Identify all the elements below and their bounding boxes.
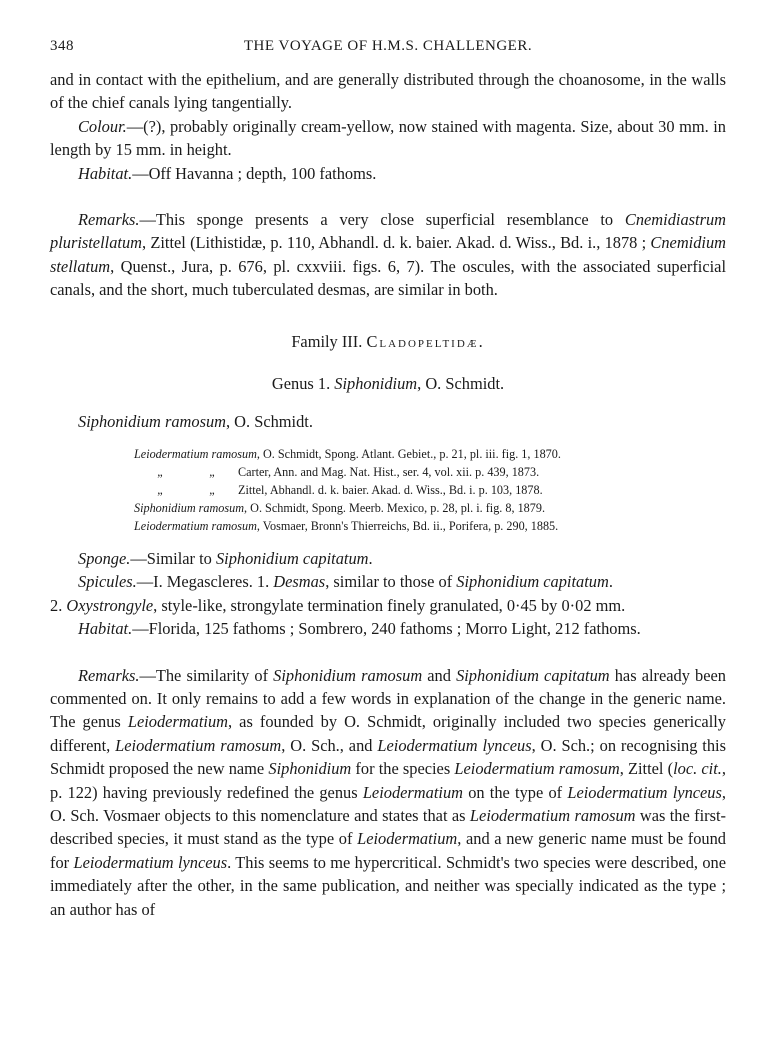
habitat-text: —Off Havanna ; depth, 100 fathoms. (132, 163, 377, 183)
paragraph-continuation: and in contact with the epithelium, and are generally distributed through the choanosome, in the walls of the chief canals lying tangentially. (50, 70, 726, 113)
species-author: , O. Schmidt. (225, 412, 313, 432)
family-heading (50, 330, 726, 353)
spicules-text: . (608, 572, 613, 592)
synonymy-entry (134, 517, 726, 535)
colour-text: —(?), probably originally cream-yellow, now stained with magenta. Size, about 30 mm. in length by 15 mm. in height. (50, 116, 726, 160)
synonym-name: Leiodermatium ramosum (134, 446, 257, 461)
remarks-text: —This sponge presents a very close superficial resemblance to (139, 210, 625, 230)
genus-author: , O. Schmidt. (417, 374, 505, 394)
taxon-name: Leiodermatium lynceus (567, 782, 722, 802)
species-heading (50, 410, 726, 433)
taxon-name: Leiodermatium ramosum (115, 735, 282, 755)
synonym-name: Leiodermatium ramosum (134, 518, 257, 533)
sponge-label: Sponge. (78, 548, 131, 568)
taxon-name: Siphonidium capitatum (456, 572, 609, 592)
synonym-citation: , O. Schmidt, Spong. Atlant. Gebiet., p. 21, pl. iii. fig. 1, 1870. (256, 446, 561, 461)
family-name: Cladopeltidæ. (366, 331, 485, 351)
synonym-citation: , O. Schmidt, Spong. Meerb. Mexico, p. 28, pl. i. fig. 8, 1879. (244, 500, 545, 515)
taxon-name: Leiodermatium lynceus (73, 852, 228, 872)
taxon-name: Leiodermatium (127, 712, 229, 732)
synonymy-entry (134, 463, 726, 481)
spicules-text: , similar to those of (325, 572, 457, 592)
remarks-label: Remarks. (78, 210, 140, 230)
genus-prefix: Genus 1. (271, 374, 335, 394)
spicule-type: Oxystrongyle (66, 595, 154, 615)
citation-abbrev: loc. cit. (673, 759, 722, 779)
ditto-mark: „ (157, 464, 163, 479)
colour-paragraph (50, 115, 726, 162)
document-page (50, 38, 726, 921)
synonymy-list (134, 445, 726, 535)
taxon-name: Siphonidium (268, 759, 352, 779)
remarks-text: , O. Sch. Vosmaer objects to this nomenclature and states that as (50, 782, 726, 825)
taxon-name: Cnemidiastrum pluristellatum (50, 210, 726, 253)
taxon-name: Siphonidium ramosum (273, 665, 423, 685)
sponge-text: —Similar to (130, 548, 216, 568)
synonymy-entry (134, 445, 726, 463)
remarks-text: . This seems to me hypercritical. Schmidt's two species were described, one immediately after the other, in the same publication, and neither was specially indicated as the type ; an author has of (50, 852, 727, 919)
synonym-citation: , Vosmaer, Bronn's Thierreichs, Bd. ii., Porifera, p. 290, 1885. (256, 518, 559, 533)
taxon-name: Siphonidium capitatum (215, 548, 369, 568)
taxon-name: Leiodermatium (357, 829, 458, 849)
synonym-name: Siphonidium ramosum (134, 500, 245, 515)
remarks-paragraph (50, 208, 726, 302)
spicules-text: 2. (50, 595, 67, 615)
ditto-mark: „ (209, 464, 215, 479)
spicules-paragraph (50, 570, 726, 617)
synonymy-entry (134, 481, 726, 499)
remarks-text: has already been commented on. It only remains to add a few words in explanation of the change in the generic name. The genus (50, 665, 726, 732)
remarks-text: , and a new generic name must be found for (50, 829, 727, 872)
taxon-name: Leiodermatium ramosum (454, 759, 620, 779)
family-prefix: Family III. (291, 331, 367, 351)
remarks-text: , O. Sch., and (281, 735, 378, 755)
remarks-paragraph (50, 664, 726, 921)
habitat-paragraph (50, 162, 726, 185)
species-name: Siphonidium ramosum (78, 412, 226, 432)
ditto-mark: „ (157, 482, 163, 497)
taxon-name: Cnemidium stellatum (50, 233, 726, 276)
spicules-label: Spicules. (78, 572, 137, 592)
remarks-text: on the type of (462, 782, 568, 802)
taxon-name: Leiodermatium lynceus (377, 735, 532, 755)
habitat-label: Habitat. (78, 619, 133, 639)
colour-label: Colour. (78, 116, 127, 136)
spicules-text: , style-like, strongylate termination finely granulated, 0·45 by 0·02 mm. (153, 595, 626, 615)
genus-name: Siphonidium (334, 374, 418, 394)
spicule-type: Desmas (273, 572, 326, 592)
remarks-text: , p. 122) having previously redefined the genus (50, 759, 726, 802)
sponge-text: . (368, 548, 373, 568)
remarks-text: , O. Sch.; on recognising this Schmidt proposed the new name (50, 735, 726, 779)
remarks-text: was the first-described species, it must stand as the type of (50, 805, 726, 849)
page-number: 348 (50, 38, 74, 54)
taxon-name: Leiodermatium (362, 782, 463, 802)
habitat-paragraph (50, 617, 726, 640)
synonym-citation: Carter, Ann. and Mag. Nat. Hist., ser. 4, vol. xii. p. 439, 1873. (238, 464, 540, 479)
spicules-text: —I. Megascleres. 1. (136, 572, 274, 592)
remarks-text: , as founded by O. Schmidt, originally included two species generically different, (50, 712, 727, 755)
remarks-text: for the species (351, 759, 455, 779)
taxon-name: Siphonidium capitatum (456, 665, 610, 685)
habitat-label: Habitat. (78, 163, 133, 183)
synonymy-entry (134, 499, 726, 517)
remarks-text: and (422, 665, 457, 685)
remarks-text: , Zittel ( (619, 759, 674, 779)
running-header (50, 38, 726, 62)
sponge-paragraph (50, 547, 726, 570)
remarks-text: —The similarity of (139, 665, 274, 685)
habitat-text: —Florida, 125 fathoms ; Sombrero, 240 fathoms ; Morro Light, 212 fathoms. (132, 619, 641, 639)
taxon-name: Leiodermatium ramosum (469, 805, 636, 825)
synonym-citation: Zittel, Abhandl. d. k. baier. Akad. d. Wiss., Bd. i. p. 103, 1878. (238, 482, 543, 497)
remarks-label: Remarks. (78, 665, 140, 685)
genus-heading (50, 372, 726, 395)
running-title: THE VOYAGE OF H.M.S. CHALLENGER. (243, 38, 533, 54)
ditto-mark: „ (209, 482, 215, 497)
remarks-text: , Quenst., Jura, p. 676, pl. cxxviii. figs. 6, 7). The oscules, with the associated superficial canals, and the short, much tuberculated desmas, are similar in both. (50, 256, 726, 300)
remarks-text: , Zittel (Lithistidæ, p. 110, Abhandl. d. k. baier. Akad. d. Wiss., Bd. i., 1878 ; (141, 233, 651, 253)
